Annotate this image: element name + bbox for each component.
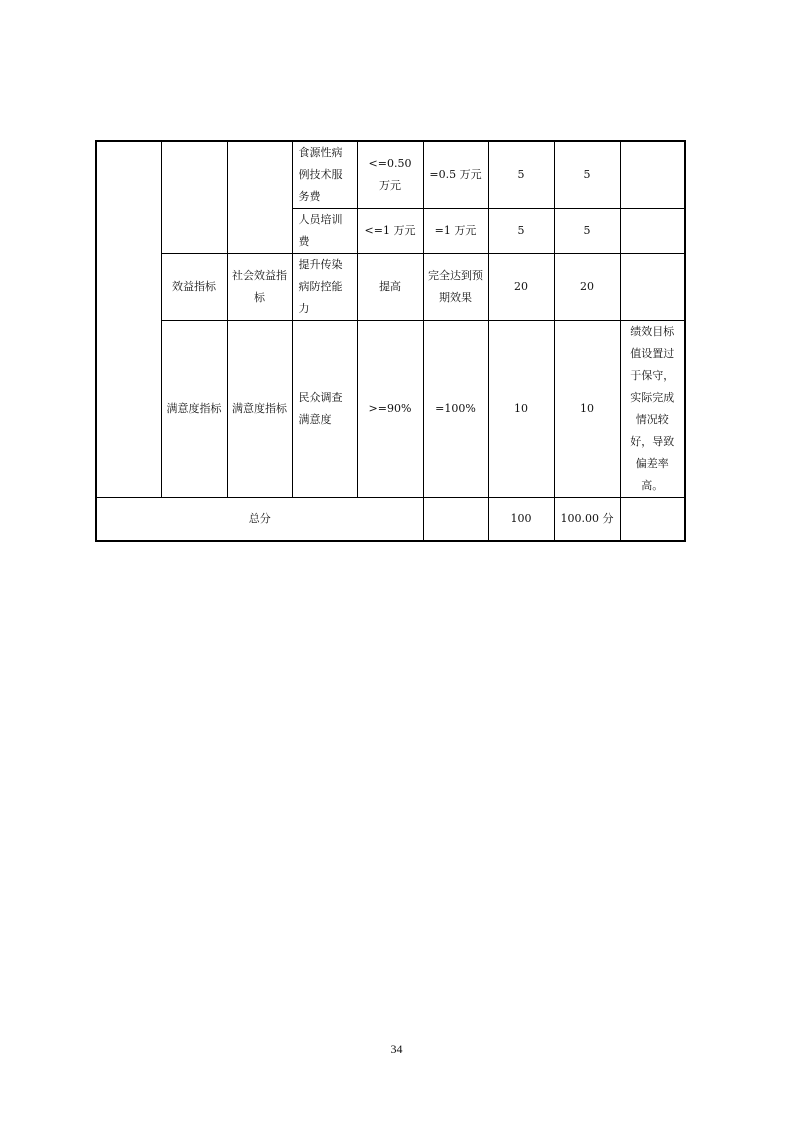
total-weight: 100 <box>488 498 554 541</box>
level1-cell <box>161 141 227 254</box>
weight-cell: 10 <box>488 321 554 498</box>
score-cell: 10 <box>554 321 620 498</box>
table-row <box>96 321 685 498</box>
score-cell: 5 <box>554 141 620 209</box>
page-number: 34 <box>390 1042 403 1056</box>
target-value-cell: 提高 <box>357 254 423 321</box>
remark-cell <box>620 209 685 254</box>
indicator-cell: 人员培训费 <box>292 209 357 254</box>
indicator-cell: 提升传染病防控能力 <box>292 254 357 321</box>
performance-table <box>95 140 686 542</box>
level2-cell: 满意度指标 <box>227 321 292 498</box>
score-cell: 5 <box>554 209 620 254</box>
total-remark-cell <box>620 498 685 541</box>
weight-cell: 20 <box>488 254 554 321</box>
score-cell: 20 <box>554 254 620 321</box>
level1-cell: 效益指标 <box>161 254 227 321</box>
category-cell <box>96 141 161 498</box>
indicator-cell: 食源性病例技术服务费 <box>292 141 357 209</box>
total-label: 总分 <box>96 498 423 541</box>
total-score: 100.00 分 <box>554 498 620 541</box>
level2-cell: 社会效益指标 <box>227 254 292 321</box>
weight-cell: 5 <box>488 141 554 209</box>
actual-value-cell: =0.5 万元 <box>423 141 488 209</box>
level2-cell <box>227 141 292 254</box>
indicator-cell: 民众调查满意度 <box>292 321 357 498</box>
target-value-cell: >=90% <box>357 321 423 498</box>
total-row <box>96 498 685 541</box>
level1-cell: 满意度指标 <box>161 321 227 498</box>
remark-cell <box>620 141 685 209</box>
remark-cell <box>620 254 685 321</box>
remark-cell: 绩效目标值设置过于保守，实际完成情况较好，导致偏差率高。 <box>620 321 685 498</box>
target-value-cell: <=0.50 万元 <box>357 141 423 209</box>
actual-value-cell: =1 万元 <box>423 209 488 254</box>
total-empty-cell <box>423 498 488 541</box>
table-row <box>96 141 685 209</box>
actual-value-cell: =100% <box>423 321 488 498</box>
table-row <box>96 254 685 321</box>
actual-value-cell: 完全达到预期效果 <box>423 254 488 321</box>
target-value-cell: <=1 万元 <box>357 209 423 254</box>
weight-cell: 5 <box>488 209 554 254</box>
